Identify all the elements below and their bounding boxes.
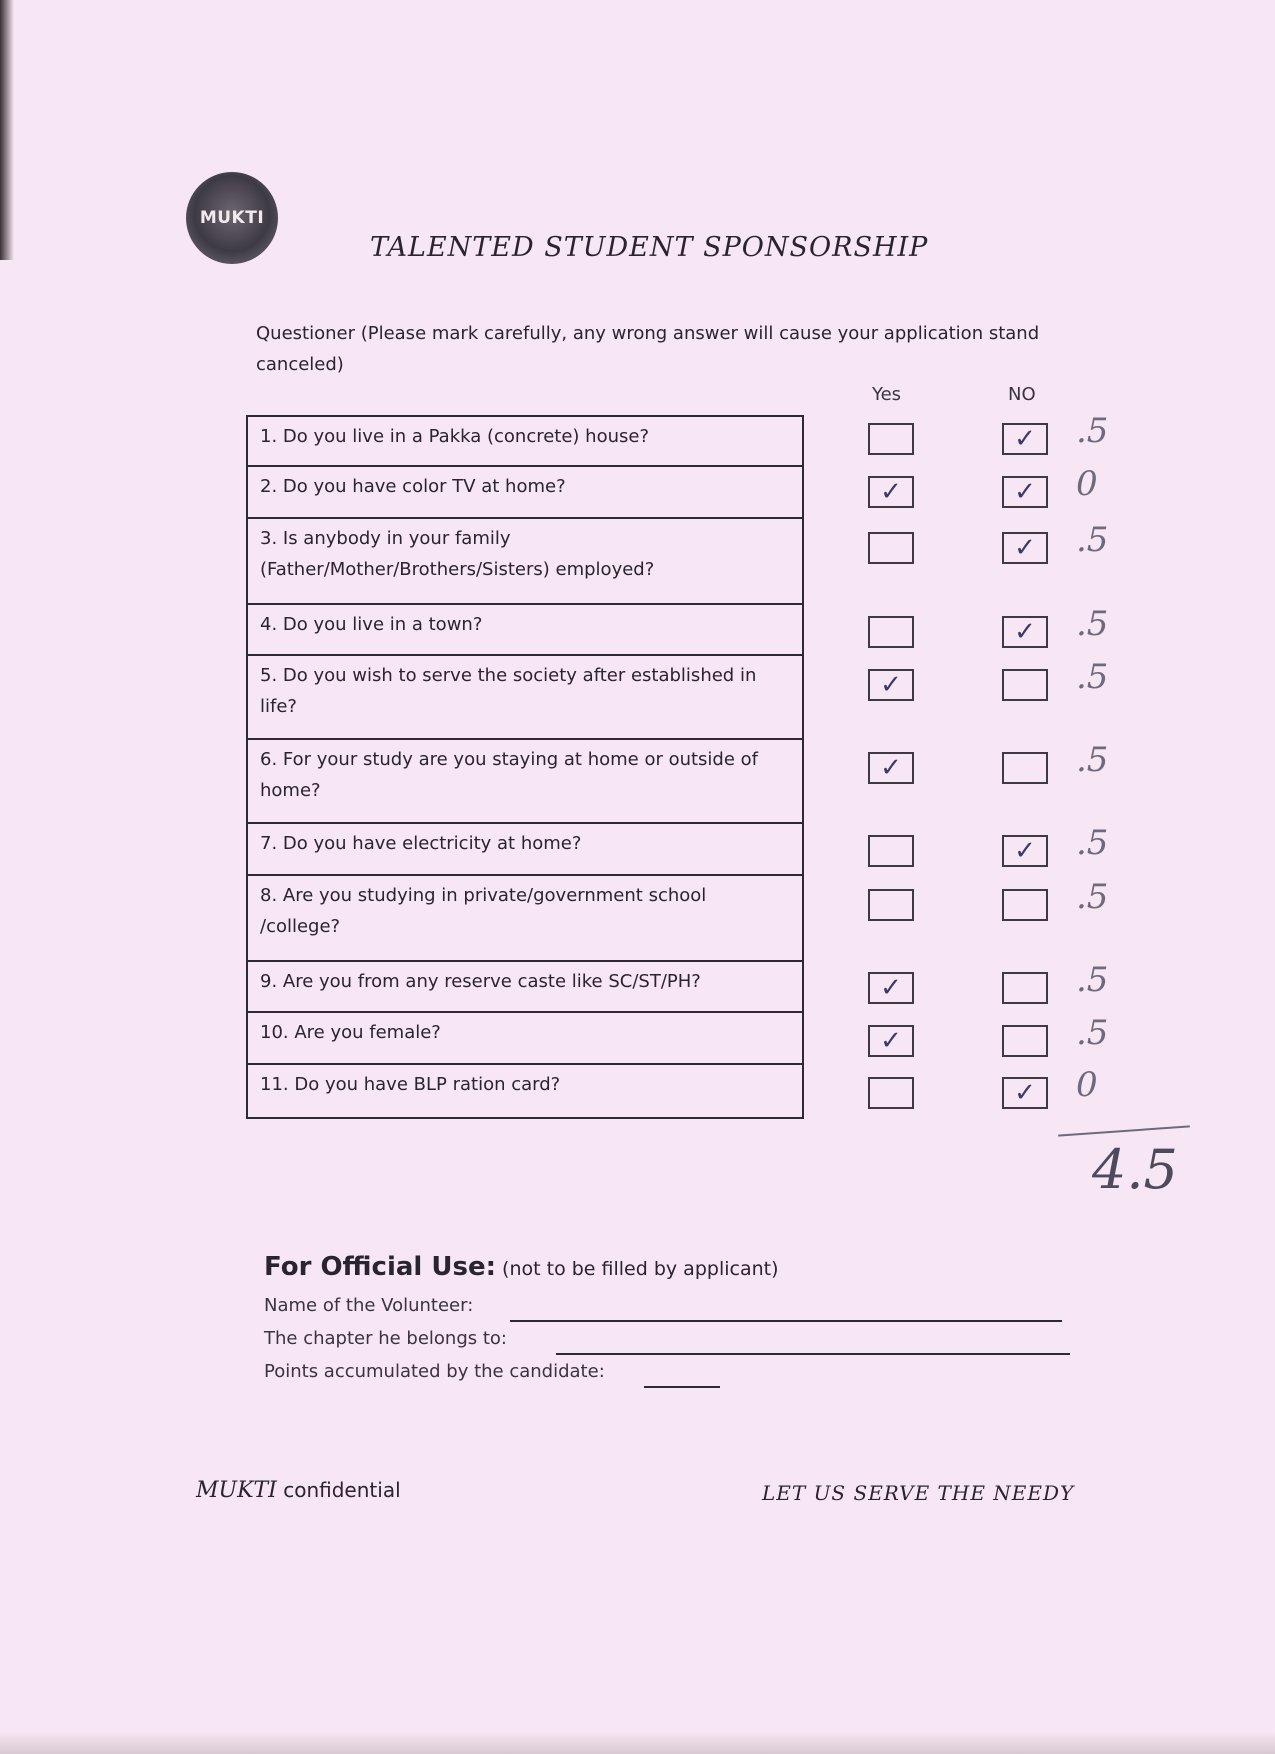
check-mark-icon: ✓	[1014, 1078, 1036, 1108]
form-title: TALENTED STUDENT SPONSORSHIP	[370, 232, 929, 263]
mukti-logo: MUKTI	[186, 172, 278, 264]
check-mark-icon: ✓	[1014, 836, 1036, 866]
check-mark-icon: ✓	[880, 1026, 902, 1056]
question-score: 0	[1076, 1065, 1098, 1105]
yes-checkbox[interactable]	[868, 532, 914, 564]
question-text: 6. For your study are you staying at home or outside of home?	[260, 749, 759, 801]
scan-edge	[0, 1732, 1275, 1754]
question-score: .5	[1076, 520, 1109, 560]
check-mark-icon: ✓	[1014, 617, 1036, 647]
question-text: 7. Do you have electricity at home?	[260, 833, 582, 854]
no-checkbox[interactable]	[1002, 532, 1048, 564]
question-row	[248, 656, 802, 740]
no-checkbox[interactable]	[1002, 669, 1048, 701]
yes-checkbox[interactable]	[868, 972, 914, 1004]
question-row	[248, 519, 802, 605]
no-checkbox[interactable]	[1002, 423, 1048, 455]
question-text: 2. Do you have color TV at home?	[260, 476, 566, 497]
question-score: .5	[1076, 604, 1109, 644]
no-checkbox[interactable]	[1002, 616, 1048, 648]
no-column-header: NO	[1008, 384, 1036, 405]
no-checkbox[interactable]	[1002, 476, 1048, 508]
footer-brand: MUKTI	[196, 1478, 277, 1503]
question-score: .5	[1076, 960, 1109, 1000]
question-row	[248, 417, 802, 467]
question-text: 8. Are you studying in private/government school /college?	[260, 885, 707, 937]
question-row	[248, 876, 802, 962]
check-mark-icon: ✓	[1014, 424, 1036, 454]
yes-checkbox[interactable]	[868, 669, 914, 701]
no-checkbox[interactable]	[1002, 835, 1048, 867]
question-score: .5	[1076, 877, 1109, 917]
yes-checkbox[interactable]	[868, 752, 914, 784]
question-score: 0	[1076, 464, 1098, 504]
check-mark-icon: ✓	[880, 753, 902, 783]
total-score: 4.5	[1092, 1138, 1178, 1201]
check-mark-icon: ✓	[880, 973, 902, 1003]
question-text: 11. Do you have BLP ration card?	[260, 1074, 561, 1095]
official-use-note: (not to be filled by applicant)	[502, 1258, 779, 1280]
official-use-heading	[264, 1252, 779, 1282]
question-row	[248, 467, 802, 519]
official-use-title: For Official Use:	[264, 1252, 496, 1282]
question-text: 9. Are you from any reserve caste like SC/ST/PH?	[260, 971, 701, 992]
question-row	[248, 824, 802, 876]
question-row	[248, 1065, 802, 1117]
question-row	[248, 740, 802, 824]
check-mark-icon: ✓	[1014, 477, 1036, 507]
check-mark-icon: ✓	[880, 670, 902, 700]
yes-checkbox[interactable]	[868, 1025, 914, 1057]
volunteer-label: Name of the Volunteer:	[264, 1295, 474, 1316]
footer-confidential	[196, 1478, 401, 1503]
no-checkbox[interactable]	[1002, 889, 1048, 921]
no-checkbox[interactable]	[1002, 1025, 1048, 1057]
yes-checkbox[interactable]	[868, 476, 914, 508]
question-text: 10. Are you female?	[260, 1022, 441, 1043]
chapter-field[interactable]	[556, 1353, 1070, 1355]
no-checkbox[interactable]	[1002, 1077, 1048, 1109]
scan-edge	[0, 0, 14, 260]
total-underline	[1058, 1125, 1190, 1136]
question-score: .5	[1076, 657, 1109, 697]
points-field[interactable]	[644, 1386, 720, 1388]
instructions: Questioner (Please mark carefully, any wrong answer will cause your application stand canceled)	[256, 323, 1040, 375]
question-score: .5	[1076, 823, 1109, 863]
check-mark-icon: ✓	[880, 477, 902, 507]
points-label: Points accumulated by the candidate:	[264, 1361, 605, 1382]
question-text: 4. Do you live in a town?	[260, 614, 483, 635]
yes-checkbox[interactable]	[868, 1077, 914, 1109]
question-score: .5	[1076, 1013, 1109, 1053]
yes-checkbox[interactable]	[868, 835, 914, 867]
questions-table	[246, 415, 804, 1119]
question-score: .5	[1076, 411, 1109, 451]
yes-checkbox[interactable]	[868, 616, 914, 648]
no-checkbox[interactable]	[1002, 972, 1048, 1004]
check-mark-icon: ✓	[1014, 533, 1036, 563]
question-text: 5. Do you wish to serve the society after established in life?	[260, 665, 757, 717]
question-row	[248, 605, 802, 656]
chapter-label: The chapter he belongs to:	[264, 1328, 507, 1349]
yes-checkbox[interactable]	[868, 889, 914, 921]
question-score: .5	[1076, 740, 1109, 780]
question-row	[248, 962, 802, 1013]
question-row	[248, 1013, 802, 1065]
footer-confidential-text: confidential	[276, 1478, 401, 1502]
volunteer-name-field[interactable]	[510, 1320, 1062, 1322]
no-checkbox[interactable]	[1002, 752, 1048, 784]
yes-checkbox[interactable]	[868, 423, 914, 455]
yes-column-header: Yes	[872, 384, 902, 405]
footer-motto: LET US SERVE THE NEEDY	[762, 1481, 1075, 1505]
question-text: 1. Do you live in a Pakka (concrete) house?	[260, 426, 650, 447]
question-text: 3. Is anybody in your family (Father/Mother/Brothers/Sisters) employed?	[260, 528, 655, 580]
